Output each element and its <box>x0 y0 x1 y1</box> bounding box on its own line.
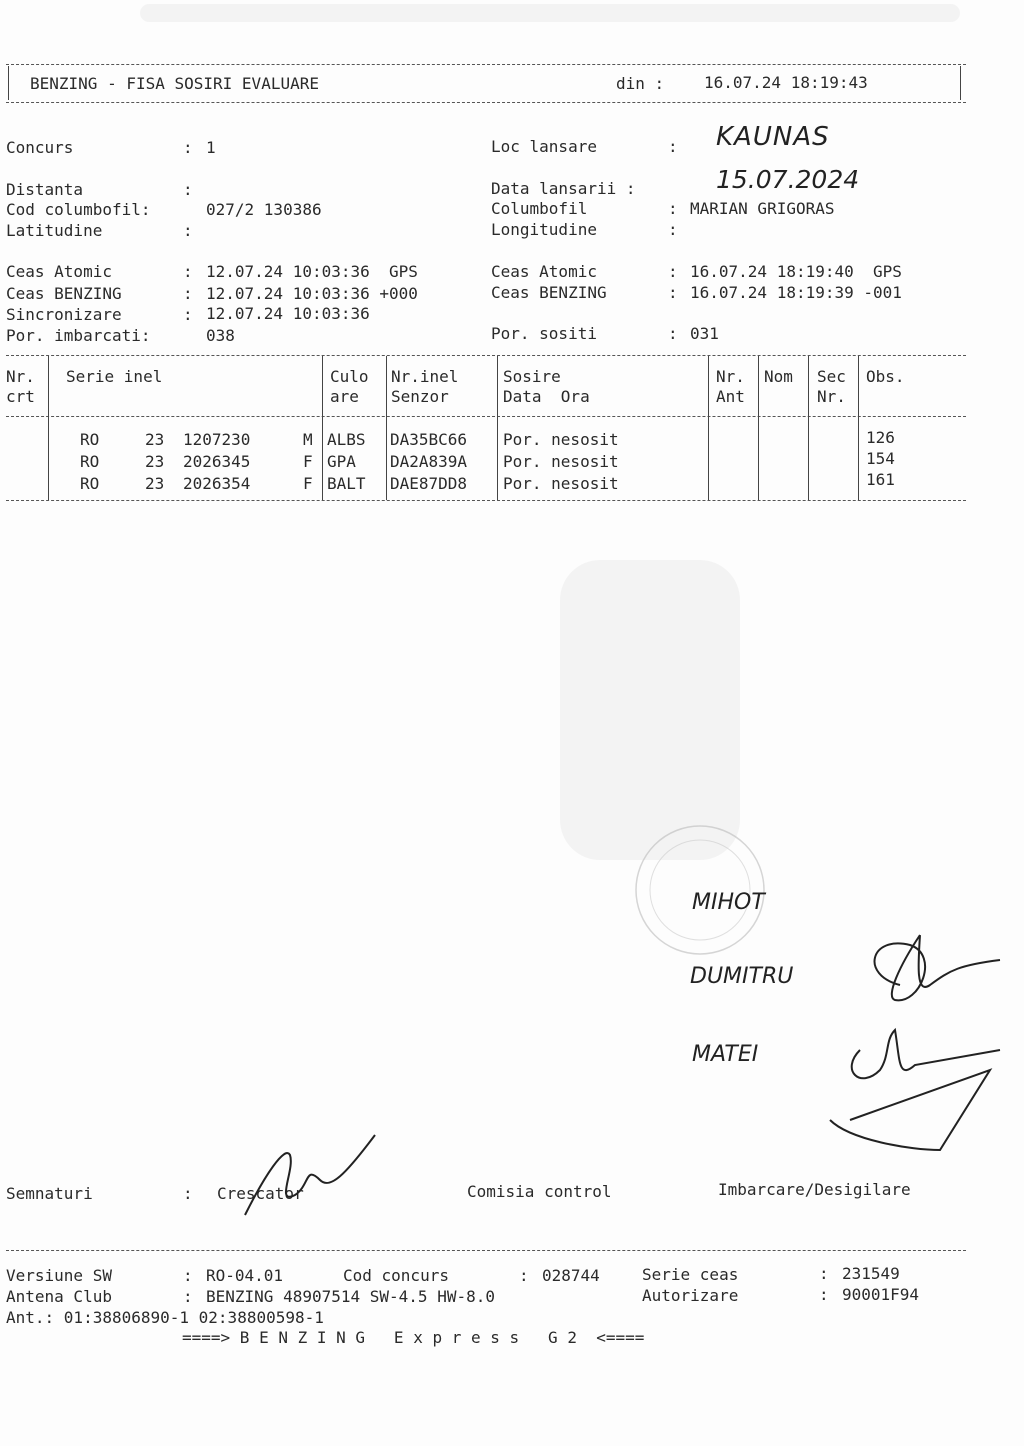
cell-sex: F <box>303 452 313 471</box>
antena-colon: : <box>183 1287 193 1306</box>
distanta-label: Distanta <box>6 180 84 199</box>
cell-an: 23 <box>145 474 165 493</box>
cell-sosire: Por. nesosit <box>503 452 619 471</box>
cell-sex: F <box>303 474 313 493</box>
sincronizare-label: Sincronizare <box>6 305 122 324</box>
semnaturi-colon: : <box>183 1184 193 1203</box>
ceas-benzing-left-label: Ceas BENZING <box>6 284 122 303</box>
footer-rule <box>6 1250 966 1251</box>
header-top-rule <box>6 64 966 65</box>
cell-culoare: BALT <box>327 474 366 493</box>
col-sep-8 <box>858 356 859 500</box>
cell-culoare: ALBS <box>327 430 366 449</box>
columbofil-label: Columbofil <box>491 199 588 218</box>
th-nr-ant-2: Ant <box>716 387 745 406</box>
autorizare-label: Autorizare <box>642 1286 739 1305</box>
latitudine-colon: : <box>183 221 193 240</box>
autorizare-colon: : <box>819 1285 829 1304</box>
th-serie-inel: Serie inel <box>66 367 163 386</box>
cell-sosire: Por. nesosit <box>503 430 619 449</box>
cell-sex: M <box>303 430 313 449</box>
data-lansarii-label: Data lansarii : <box>491 179 636 198</box>
cell-an: 23 <box>145 452 165 471</box>
th-sosire-2: Data Ora <box>503 387 590 406</box>
ceas-atomic-left-value: 12.07.24 10:03:36 GPS <box>206 262 418 281</box>
loc-lansare-handwritten: KAUNAS <box>716 122 830 152</box>
col-sep-4 <box>497 356 498 500</box>
cell-obs: 154 <box>866 449 895 468</box>
cod-concurs-label: Cod concurs <box>343 1266 449 1285</box>
concurs-value: 1 <box>206 138 216 157</box>
din-label: din : <box>616 74 665 93</box>
cell-senzor: DAE87DD8 <box>390 474 468 493</box>
ceas-atomic-right-colon: : <box>668 262 678 281</box>
crescator-signature <box>235 1135 385 1225</box>
sositi-colon: : <box>668 324 678 343</box>
serie-ceas-label: Serie ceas <box>642 1265 739 1284</box>
din-value: 16.07.24 18:19:43 <box>704 73 868 92</box>
th-nr-line1: Nr. <box>6 367 35 386</box>
table-top-rule <box>6 355 966 356</box>
header-bottom-rule <box>6 102 966 103</box>
serie-ceas-colon: : <box>819 1264 829 1283</box>
cell-an: 23 <box>145 430 165 449</box>
page-title: BENZING - FISA SOSIRI EVALUARE <box>30 74 319 93</box>
cell-nr: 2026354 <box>183 474 251 493</box>
handwritten-name-3: MATEI <box>692 1042 759 1067</box>
latitudine-label: Latitudine <box>6 221 103 240</box>
th-nr-crt-2: crt <box>6 387 35 406</box>
th-nom: Nom <box>764 367 793 386</box>
cell-senzor: DA2A839A <box>390 452 468 471</box>
header-left-border <box>8 66 9 100</box>
signature-scribble-2 <box>820 1010 1010 1160</box>
antena-label: Antena Club <box>6 1287 112 1306</box>
cell-nr: 2026345 <box>183 452 251 471</box>
cell-tara: RO <box>80 452 100 471</box>
col-sep-1 <box>48 356 49 500</box>
scan-smudge-top <box>140 4 960 22</box>
cell-obs: 161 <box>866 470 895 489</box>
versiune-colon: : <box>183 1266 193 1285</box>
ceas-atomic-left-colon: : <box>183 262 193 281</box>
cod-concurs-value: 028744 <box>542 1266 600 1285</box>
th-obs: Obs. <box>866 367 905 386</box>
cell-obs: 126 <box>866 428 895 447</box>
ceas-atomic-right-value: 16.07.24 18:19:40 GPS <box>690 262 902 281</box>
serie-ceas-value: 231549 <box>842 1264 900 1283</box>
header-right-border <box>960 66 961 100</box>
scan-smudge-middle <box>560 560 740 860</box>
col-sep-7 <box>808 356 809 500</box>
concurs-colon: : <box>183 138 193 157</box>
handwritten-name-1: MIHOT <box>692 890 765 915</box>
sositi-label: Por. sositi <box>491 324 597 343</box>
data-lansarii-handwritten: 15.07.2024 <box>716 165 860 194</box>
cod-concurs-colon: : <box>519 1266 529 1285</box>
antena-value: BENZING 48907514 SW-4.5 HW-8.0 <box>206 1287 495 1306</box>
th-sosire-1: Sosire <box>503 367 561 386</box>
table-header-rule <box>6 416 966 417</box>
ceas-benzing-right-colon: : <box>668 283 678 302</box>
sincronizare-colon: : <box>183 305 193 324</box>
ceas-atomic-right-label: Ceas Atomic <box>491 262 597 281</box>
imbarcare-label: Imbarcare/Desigilare <box>718 1180 911 1199</box>
th-nr-inel-1: Nr.inel <box>391 367 459 386</box>
semnaturi-label: Semnaturi <box>6 1184 93 1203</box>
cod-columbofil-label: Cod columbofil: <box>6 200 151 219</box>
comisia-label: Comisia control <box>467 1182 612 1201</box>
col-sep-6 <box>758 356 759 500</box>
cod-columbofil-value: 027/2 130386 <box>206 200 322 219</box>
sositi-value: 031 <box>690 324 719 343</box>
th-nr-inel-2: Senzor <box>391 387 449 406</box>
imbarcati-value: 038 <box>206 326 235 345</box>
cell-senzor: DA35BC66 <box>390 430 468 449</box>
col-sep-5 <box>708 356 709 500</box>
sincronizare-value: 12.07.24 10:03:36 <box>206 304 370 323</box>
ant-line: Ant.: 01:38806890-1 02:38800598-1 <box>6 1308 324 1327</box>
ceas-benzing-left-colon: : <box>183 284 193 303</box>
th-sec-2: Nr. <box>817 387 846 406</box>
loc-lansare-label: Loc lansare <box>491 137 597 156</box>
ceas-benzing-right-label: Ceas BENZING <box>491 283 607 302</box>
ceas-atomic-left-label: Ceas Atomic <box>6 262 112 281</box>
cell-sosire: Por. nesosit <box>503 474 619 493</box>
versiune-label: Versiune SW <box>6 1266 112 1285</box>
loc-lansare-colon: : <box>668 137 678 156</box>
concurs-label: Concurs <box>6 138 74 157</box>
th-sec-1: Sec <box>817 367 846 386</box>
columbofil-colon: : <box>668 199 678 218</box>
cell-tara: RO <box>80 430 100 449</box>
th-culoare-2: are <box>330 387 359 406</box>
th-nr-crt <box>6 367 35 387</box>
versiune-value: RO-04.01 <box>206 1266 284 1285</box>
crescator-label: Crescator <box>217 1184 304 1203</box>
benzing-express-banner: ====> B E N Z I N G E x p r e s s G 2 <==== <box>182 1328 645 1347</box>
cell-tara: RO <box>80 474 100 493</box>
th-culoare-1: Culo <box>330 367 369 386</box>
ceas-benzing-left-value: 12.07.24 10:03:36 +000 <box>206 284 418 303</box>
table-bottom-rule <box>6 500 966 501</box>
col-sep-3 <box>386 356 387 500</box>
th-nr-ant-1: Nr. <box>716 367 745 386</box>
columbofil-value: MARIAN GRIGORAS <box>690 199 835 218</box>
autorizare-value: 90001F94 <box>842 1285 920 1304</box>
cell-nr: 1207230 <box>183 430 251 449</box>
col-sep-2 <box>322 356 323 500</box>
cell-culoare: GPA <box>327 452 356 471</box>
imbarcati-label: Por. imbarcati: <box>6 326 151 345</box>
longitudine-colon: : <box>668 220 678 239</box>
handwritten-name-2: DUMITRU <box>690 964 794 989</box>
ceas-benzing-right-value: 16.07.24 18:19:39 -001 <box>690 283 902 302</box>
distanta-colon: : <box>183 180 193 199</box>
longitudine-label: Longitudine <box>491 220 597 239</box>
